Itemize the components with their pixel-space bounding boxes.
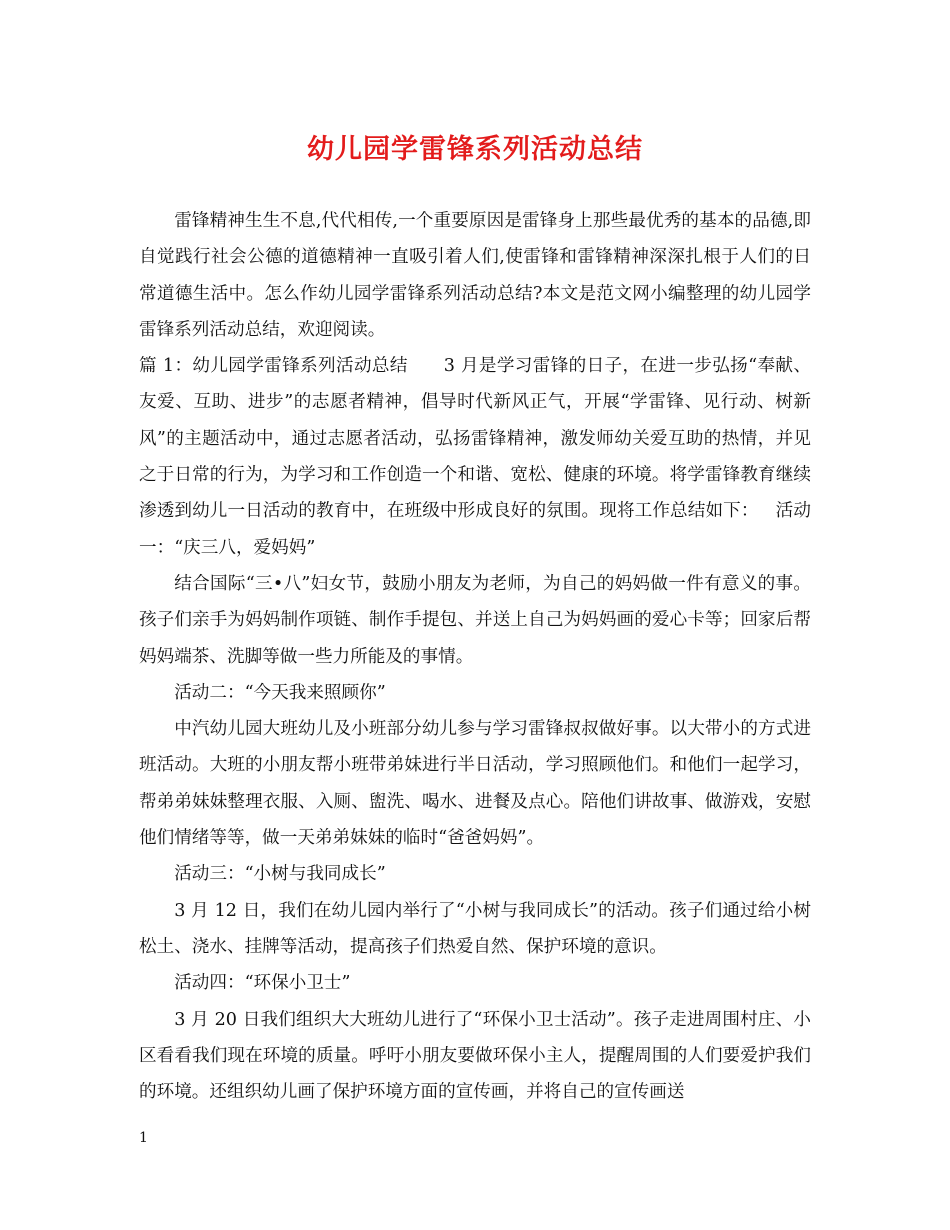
- activity-3-heading: 活动三：“小树与我同成长”: [174, 864, 386, 885]
- section-1-paragraph: [139, 348, 811, 566]
- activity-3-paragraph: 3 月 12 日，我们在幼儿园内举行了“小树与我同成长”的活动。孩子们通过给小树松土、浇水、挂牌等活动，提高孩子们热爱自然、保护环境的意识。: [139, 900, 811, 957]
- activity-4-heading: 活动四：“环保小卫士”: [174, 973, 351, 994]
- document-body: [139, 203, 811, 1110]
- activity-1-heading: 活动一：“庆三八，爱妈妈”: [139, 501, 811, 558]
- intro-paragraph: 雷锋精神生生不息,代代相传,一个重要原因是雷锋身上那些最优秀的基本的品德,即自觉践行社会公德的道德精神一直吸引着人们,使雷锋和雷锋精神深深扎根于人们的日常道德生活中。怎么作幼儿园学雷锋系列活动总结?本文是范文网小编整理的幼儿园学雷锋系列活动总结，欢迎阅读。: [139, 211, 811, 340]
- activity-2-heading: 活动二：“今天我来照顾你”: [174, 682, 386, 703]
- activity-1-paragraph: 结合国际“三•八”妇女节，鼓励小朋友为老师，为自己的妈妈做一件有意义的事。孩子们亲手为妈妈制作项链、制作手提包、并送上自己为妈妈画的爱心卡等；回家后帮妈妈端茶、洗脚等做一些力所能及的事情。: [139, 573, 811, 667]
- activity-2-paragraph: 中汽幼儿园大班幼儿及小班部分幼儿参与学习雷锋叔叔做好事。以大带小的方式进班活动。大班的小朋友帮小班带弟妹进行半日活动，学习照顾他们。和他们一起学习，帮弟弟妹妹整理衣服、入厕、盥洗、喝水、进餐及点心。陪他们讲故事、做游戏，安慰他们情绪等等，做一天弟弟妹妹的临时“爸爸妈妈”。: [139, 719, 811, 849]
- page-number: 1: [139, 1130, 148, 1146]
- activity-4-paragraph: 3 月 20 日我们组织大大班幼儿进行了“环保小卫士活动”。孩子走进周围村庄、小区看看我们现在环境的质量。呼吁小朋友要做环保小主人，提醒周围的人们要爱护我们的环境。还组织幼儿画了保护环境方面的宣传画，并将自己的宣传画送: [139, 1009, 811, 1103]
- document-title: 幼儿园学雷锋系列活动总结: [307, 134, 643, 165]
- section-1-text: 3 月是学习雷锋的日子，在进一步弘扬“奉献、友爱、互助、进步”的志愿者精神，倡导时代新风正气，开展“学雷锋、见行动、树新风”的主题活动中，通过志愿者活动，弘扬雷锋精神，激发师幼关爱互助的热情，并见之于日常的行为，为学习和工作创造一个和谐、宽松、健康的环境。将学雷锋教育继续渗透到幼儿一日活动的教育中，在班级中形成良好的氛围。现将工作总结如下：: [139, 356, 811, 522]
- section-1-heading: 篇 1：幼儿园学雷锋系列活动总结: [139, 356, 408, 377]
